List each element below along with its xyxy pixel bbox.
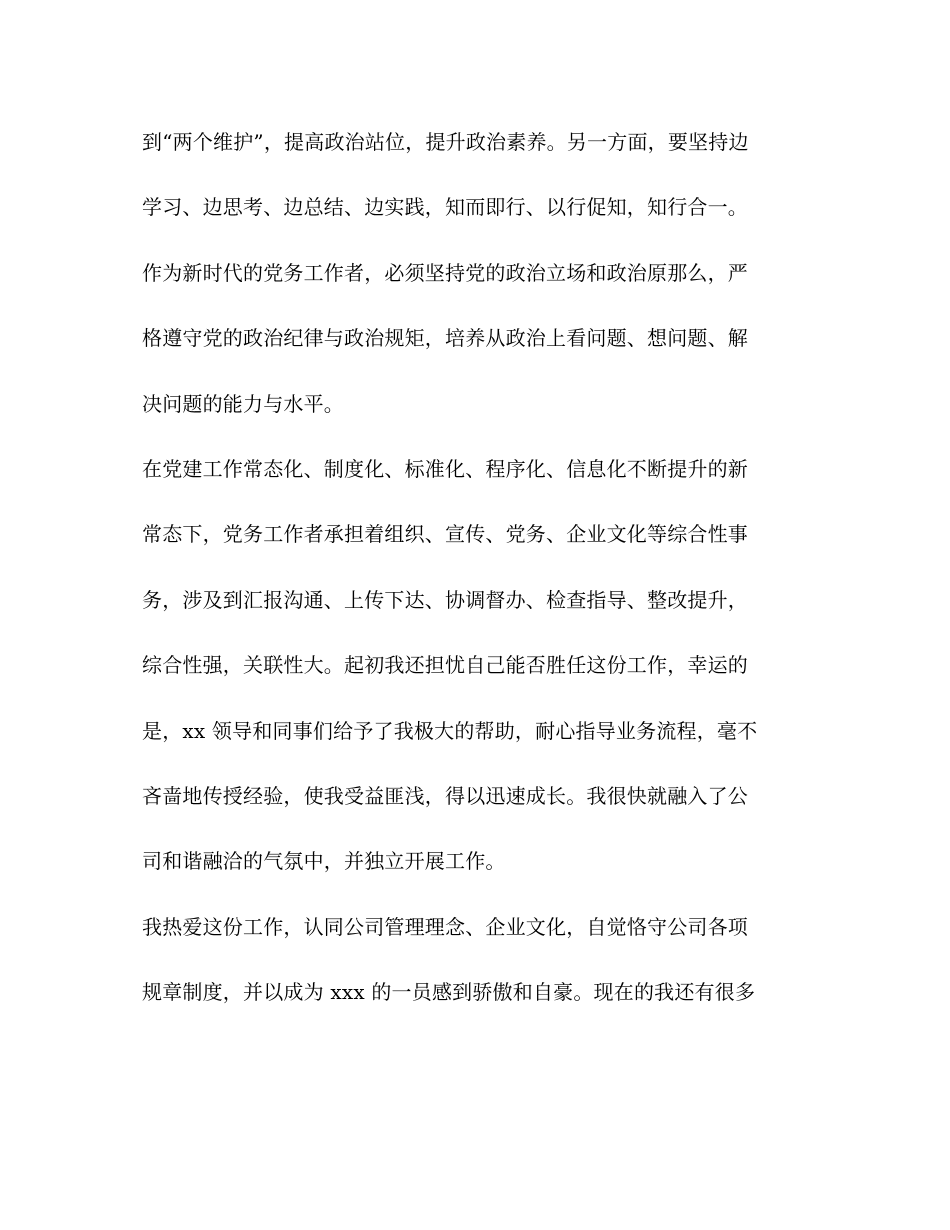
text-line: 学习、边思考、边总结、边实践，知而即行、以行促知，知行合一。 (142, 195, 748, 220)
text-line: 司和谐融洽的气氛中，并独立开展工作。 (142, 849, 506, 874)
text-line: 作为新时代的党务工作者，必须坚持党的政治立场和政治原那么，严 (142, 260, 748, 285)
text-line: 常态下，党务工作者承担着组织、宣传、党务、企业文化等综合性事 (142, 522, 748, 547)
text-line: 是，xx 领导和同事们给予了我极大的帮助，耐心指导业务流程，毫不 (142, 718, 758, 743)
body-text (142, 122, 812, 1037)
text-line: 到“两个维护”，提高政治站位，提升政治素养。另一方面，要坚持边 (142, 130, 749, 154)
text-line: 在党建工作常态化、制度化、标准化、程序化、信息化不断提升的新 (142, 456, 748, 481)
text-line: 吝啬地传授经验，使我受益匪浅，得以迅速成长。我很快就融入了公 (142, 783, 748, 808)
text-line: 综合性强，关联性大。起初我还担忧自己能否胜任这份工作，幸运的 (142, 653, 748, 678)
text-line: 务，涉及到汇报沟通、上传下达、协调督办、检查指导、整改提升， (142, 587, 748, 612)
text-line: 规章制度，并以成为 xxx 的一员感到骄傲和自豪。现在的我还有很多 (142, 980, 756, 1005)
text-line: 我热爱这份工作，认同公司管理理念、企业文化，自觉恪守公司各项 (142, 914, 748, 939)
text-line: 格遵守党的政治纪律与政治规矩，培养从政治上看问题、想问题、解 (142, 326, 748, 351)
text-line: 决问题的能力与水平。 (142, 391, 344, 416)
